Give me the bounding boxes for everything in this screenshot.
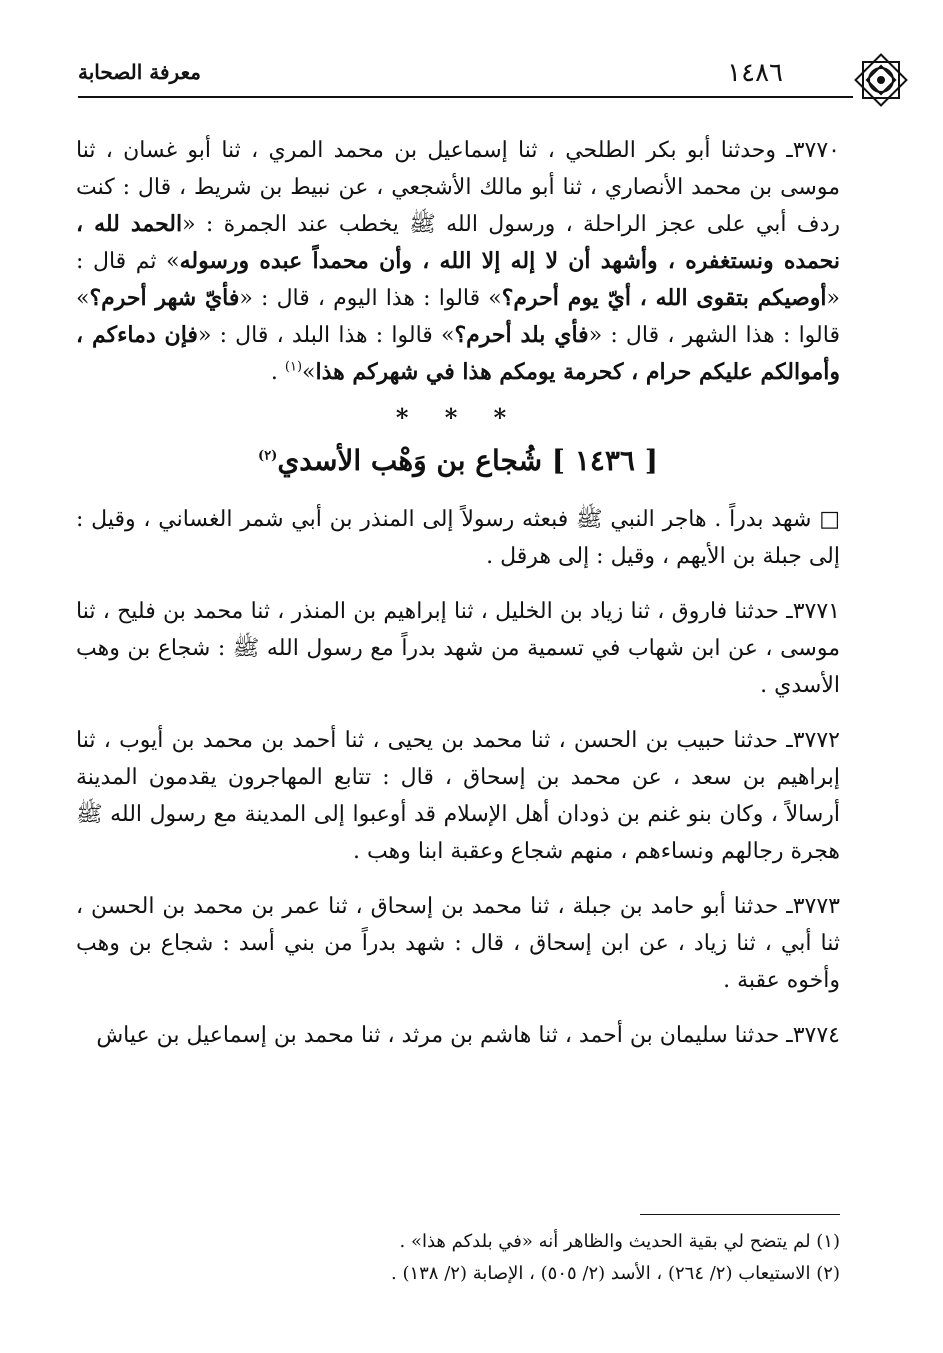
- footnotes: [90, 1226, 840, 1290]
- hadith-3772: ٣٧٧٢ـ حدثنا حبيب بن الحسن ، ثنا محمد بن يحيى ، ثنا أحمد بن محمد بن أيوب ، ثنا إبراهيم بن سعد ، عن محمد بن إسحاق ، قال : تتابع المهاجرون يقدمون المدينة أرسالاً ، وكان بنو غنم بن ذودان أهل الإسلام قد أوعبوا إلى المدينة مع رسول الله ﷺ هجرة رجالهم ونساءهم ، منهم شجاع وعقبة ابنا وهب .: [76, 728, 840, 864]
- footnote-1: (١) لم يتضح لي بقية الحديث والظاهر أنه «في بلدكم هذا» .: [399, 1231, 840, 1252]
- hadith-3774: ٣٧٧٤ـ حدثنا سليمان بن أحمد ، ثنا هاشم بن مرثد ، ثنا محمد بن إسماعيل بن عياش: [96, 1023, 840, 1048]
- hadith-3770: ٣٧٧٠ـ وحدثنا أبو بكر الطلحي ، ثنا إسماعيل بن محمد المري ، ثنا أبو غسان ، ثنا موسى بن محمد الأنصاري ، ثنا أبو مالك الأشجعي ، عن نبيط بن شريط ، قال : كنت ردف أبي على عجز الراحلة ، ورسول الله ﷺ يخطب عند الجمرة : «الحمد لله ، نحمده ونستغفره ، وأشهد أن لا إله إلا الله ، وأن محمداً عبده ورسوله» ثم قال : «أوصيكم بتقوى الله ، أيّ يوم أحرم؟» قالوا : هذا اليوم ، قال : «فأيّ شهر أحرم؟» قالوا : هذا الشهر ، قال : «فأي بلد أحرم؟» قالوا : هذا البلد ، قال : «فإن دماءكم ، وأموالكم عليكم حرام ، كحرمة يومكم هذا في شهركم هذا»$^{(١)}$ .: [76, 138, 840, 385]
- footnote-rule: [640, 1214, 840, 1215]
- header-rule: [78, 96, 853, 98]
- footnote-marker: (١): [284, 359, 303, 375]
- page-header: [78, 58, 853, 98]
- running-title: معرفة الصحابة: [78, 60, 201, 84]
- biography-intro: □ شهد بدراً . هاجر النبي ﷺ فبعثه رسولاً إلى المنذر بن أبي شمر الغساني ، وقيل : إلى جبلة بن الأيهم ، وقيل : إلى هرقل .: [76, 507, 840, 569]
- octagram-ornament-icon: [849, 48, 913, 112]
- hadith-3771: ٣٧٧١ـ حدثنا فاروق ، ثنا زياد بن الخليل ، ثنا إبراهيم بن المنذر ، ثنا محمد بن فليح ، ثنا موسى ، عن ابن شهاب في تسمية من شهد بدراً مع رسول الله ﷺ : شجاع بن وهب الأسدي .: [76, 599, 840, 698]
- footnote-marker: (٢): [258, 448, 278, 464]
- section-title: [ ١٤٣٦ ] شُجاع بن وَهْب الأسدي$^{(٢)}$: [258, 444, 658, 477]
- section-separator: * * *: [395, 403, 521, 432]
- main-text: [76, 132, 840, 1054]
- footnote-2: (٢) الاستيعاب (٢/ ٢٦٤) ، الأسد (٢/ ٥٠٥) ، الإصابة (٢/ ١٣٨) .: [391, 1263, 840, 1284]
- page-number: ١٤٨٦: [727, 58, 783, 88]
- hadith-3773: ٣٧٧٣ـ حدثنا أبو حامد بن جبلة ، ثنا محمد بن إسحاق ، ثنا عمر بن محمد بن الحسن ، ثنا أبي ، ثنا زياد ، عن ابن إسحاق ، قال : شهد بدراً من بني أسد : شجاع بن وهب وأخوه عقبة .: [76, 894, 841, 993]
